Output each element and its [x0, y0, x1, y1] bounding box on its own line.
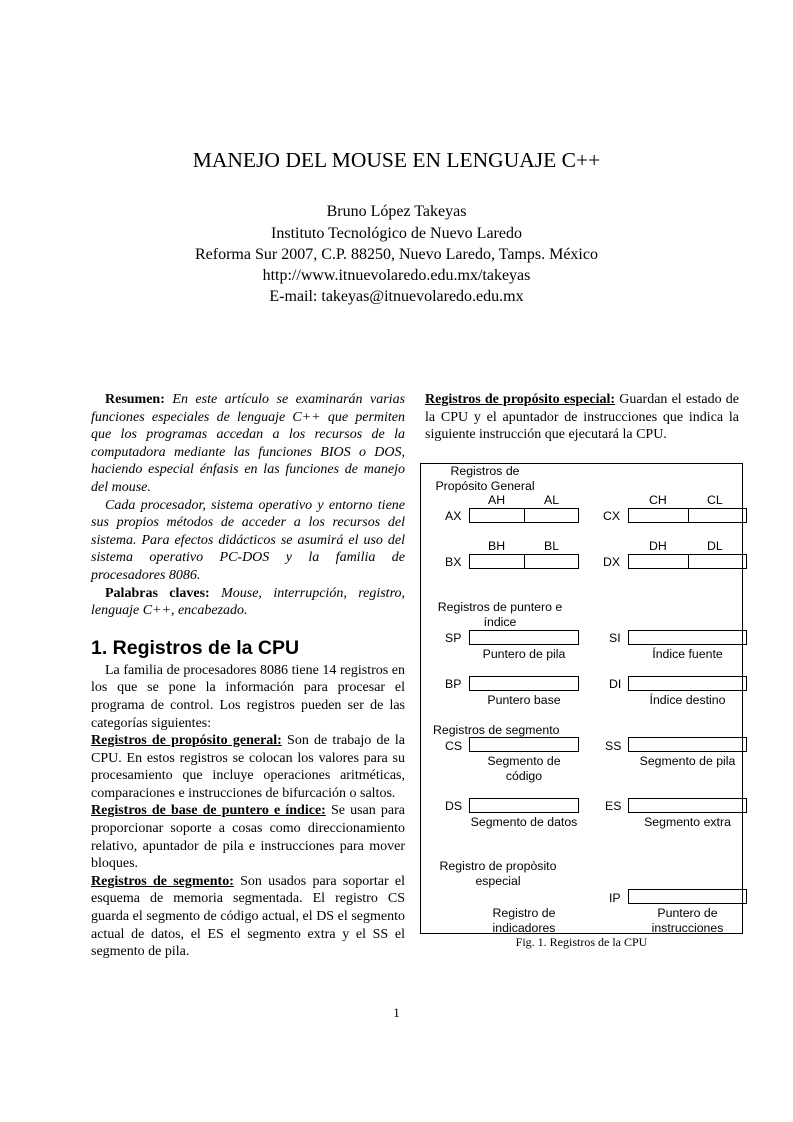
ds-label: DS	[445, 799, 463, 813]
cx-register-box	[628, 508, 747, 523]
dx-label: DX	[603, 555, 621, 569]
segment-registers-text: Son usados para soportar el esquema de memoria segmentada. El registro CS guarda el segmento de código actual, el DS el segmento actual de datos, el ES el segmento extra y el SS el segmento de pila.	[91, 873, 405, 960]
sp-register-box	[469, 630, 579, 645]
dl-label: DL	[707, 539, 723, 553]
ss-description: Segmento de pila	[639, 754, 736, 768]
bx-divider	[524, 555, 525, 568]
bl-label: BL	[544, 539, 560, 553]
general-registers-text: Son de trabajo de la CPU. En estos registros se colocan los valores para su procesamiento que incluye operaciones aritméticas, comparaciones e instrucciones de bifurcación o saltos.	[91, 733, 406, 801]
ax-register-box	[469, 508, 579, 523]
sp-description: Puntero de pila	[482, 647, 566, 661]
special-registers-paragraph	[425, 391, 739, 444]
ip-spacer	[628, 889, 747, 893]
di-description: Índice destino	[649, 693, 726, 707]
bp-description: Puntero base	[487, 693, 561, 707]
keywords-label: Palabras claves:	[105, 585, 210, 601]
ip-label: IP	[609, 891, 621, 905]
di-label: DI	[609, 677, 622, 691]
es-register-box	[628, 798, 747, 813]
al-label: AL	[544, 493, 560, 507]
cs-label: CS	[445, 739, 463, 753]
si-register-box	[628, 630, 747, 645]
ax-label: AX	[445, 509, 462, 523]
dx-divider	[688, 555, 689, 568]
abstract-text: En este artículo se examinarán varias funciones especiales de lenguaje C++ que permiten que los programas accedan a los recursos de la computadora mediante las funciones BIOS o DOS, haciendo especial énfasis en las funciones de manejo del mouse.	[91, 392, 406, 495]
section-intro: La familia de procesadores 8086 tiene 14 registros en los que se pone la información para procesar el programa de control. Los registros pueden ser de las categorías siguientes:	[91, 662, 405, 731]
page-number: 1	[393, 1005, 400, 1020]
section-heading: 1. Registros de la CPU	[91, 636, 300, 659]
keywords-text: Mouse, interrupción, registro, lenguaje C++, encabezado.	[91, 585, 405, 619]
figure-caption: Fig. 1. Registros de la CPU	[515, 935, 648, 949]
ax-divider	[524, 509, 525, 522]
abstract-paragraph-2: Cada procesador, sistema operativo y entorno tiene sus propios métodos de acceder a los recursos del sistema. Para efectos didácticos se asumirá el uso del sistema operativo PC-DOS y la familia de procesadores 8086.	[91, 497, 405, 583]
dh-label: DH	[649, 539, 667, 553]
abstract-paragraph	[91, 391, 405, 497]
base-registers-text: Se usan para proporcionar soporte a cosas como direccionamiento relativo, apuntador de pila e instrucciones para mover bloques.	[91, 803, 405, 872]
si-description: Índice fuente	[652, 647, 723, 661]
bh-label: BH	[488, 539, 506, 553]
segment-registers-paragraph	[91, 873, 405, 961]
special-registers-text: Guardan el estado de la CPU y el apuntador de instrucciones que indica la siguiente instrucción que ejecutará la CPU.	[425, 392, 739, 443]
es-description: Segmento extra	[644, 815, 731, 829]
ss-register-box	[628, 737, 747, 752]
author-name: Bruno López Takeyas	[326, 203, 467, 220]
segment-registers-label: Registros de segmento:	[91, 873, 234, 889]
author-url[interactable]: http://www.itnuevolaredo.edu.mx/takeyas	[262, 267, 531, 284]
ip-description: Puntero de instrucciones	[651, 906, 724, 935]
bx-register-box	[469, 554, 579, 569]
ss-label: SS	[605, 739, 622, 753]
paper-title: MANEJO DEL MOUSE EN LENGUAJE C++	[192, 148, 601, 172]
segment-registers-heading: Registros de segmento	[433, 723, 560, 737]
si-label: SI	[609, 631, 621, 645]
es-label: ES	[605, 799, 622, 813]
cx-label: CX	[603, 509, 621, 523]
dx-register-box	[628, 554, 747, 569]
cx-divider	[688, 509, 689, 522]
pointer-registers-heading: Registros de puntero e índice	[437, 600, 563, 629]
author-institution: Instituto Tecnológico de Nuevo Laredo	[271, 225, 522, 242]
special-registers-label: Registros de propósito especial:	[425, 392, 616, 407]
di-register-box	[628, 676, 747, 691]
right-column	[425, 391, 739, 444]
general-registers-label: Registros de propósito general:	[91, 733, 282, 749]
base-registers-label: Registros de base de puntero e índice:	[91, 803, 326, 819]
general-registers-paragraph	[91, 732, 405, 802]
general-registers-heading: Registros de Propósito General	[435, 464, 535, 493]
cs-description: Segmento de código	[487, 754, 561, 783]
abstract-label: Resumen:	[105, 392, 165, 407]
author-address: Reforma Sur 2007, C.P. 88250, Nuevo Laredo, Tamps. México	[195, 246, 598, 263]
ah-label: AH	[488, 493, 506, 507]
base-registers-paragraph	[91, 802, 405, 872]
author-email[interactable]: E-mail: takeyas@itnuevolaredo.edu.mx	[269, 288, 524, 305]
bx-label: BX	[445, 555, 462, 569]
keywords-paragraph	[91, 585, 405, 620]
ds-description: Segmento de datos	[470, 815, 578, 829]
bp-register-box	[469, 676, 579, 691]
ds-register-box	[469, 798, 579, 813]
flags-description: Registro de indicadores	[492, 906, 556, 935]
cpu-registers-figure	[420, 463, 743, 934]
left-column	[91, 391, 405, 961]
special-registers-heading: Registro de propòsito especial	[439, 859, 557, 888]
cl-label: CL	[707, 493, 723, 507]
sp-label: SP	[445, 631, 462, 645]
bp-label: BP	[445, 677, 462, 691]
cs-register-box	[469, 737, 579, 752]
ch-label: CH	[649, 493, 667, 507]
